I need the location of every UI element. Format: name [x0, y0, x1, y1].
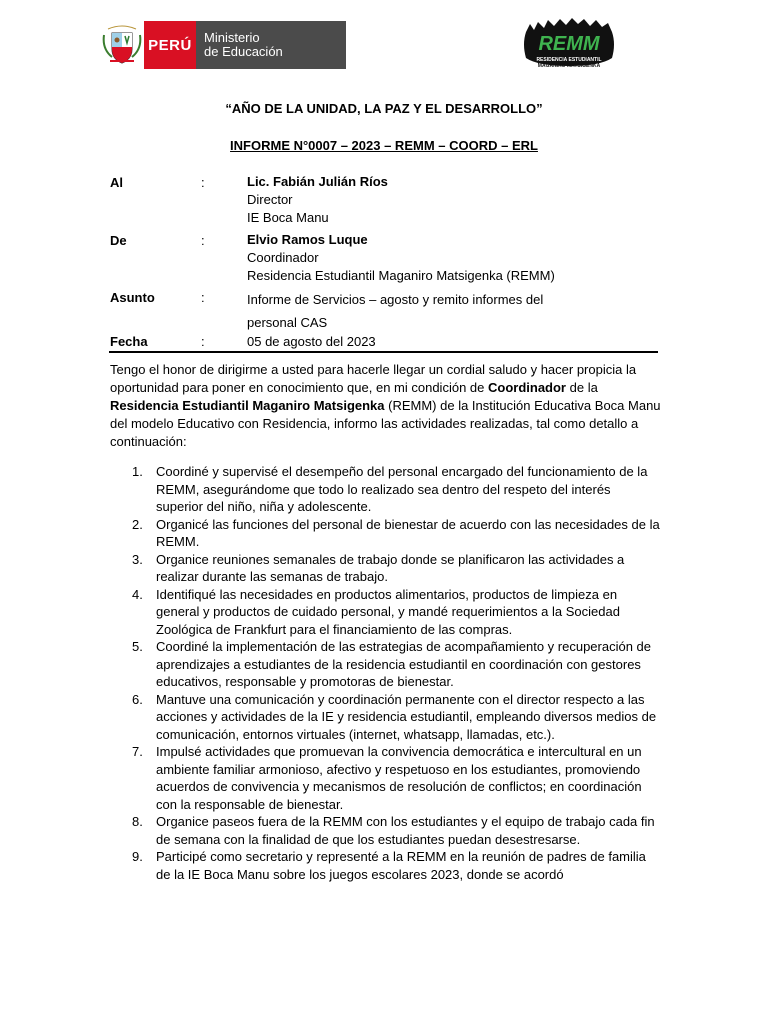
list-item [110, 743, 660, 813]
intro-paragraph [110, 361, 662, 451]
from-label: De [110, 233, 127, 248]
list-item [110, 813, 660, 848]
list-text: Participé como secretario y representé a la REMM en la reunión de padres de familia de la IE Boca Manu sobre los juegos escolares 2023, donde se acordó [156, 849, 646, 882]
list-text: Mantuve una comunicación y coordinación permanente con el director respecto a las acciones y actividades de la IE y residencia estudiantil, empleando diversos medios de comunicación, entornos virtuales (internet, whatsapp, llamadas, etc.). [156, 691, 657, 742]
peru-label: PERÚ [144, 21, 196, 69]
peru-coat-of-arms-icon [100, 21, 144, 69]
list-item [110, 638, 660, 691]
list-number: 3. [132, 551, 143, 567]
list-item [110, 848, 660, 883]
to-org: IE Boca Manu [247, 210, 329, 225]
ministry-line-2: de Educación [204, 44, 283, 59]
year-motto: “AÑO DE LA UNIDAD, LA PAZ Y EL DESARROLLO” [225, 101, 543, 116]
list-item [110, 586, 660, 639]
list-text: Identifiqué las necesidades en productos alimentarios, productos de limpieza en general y productos de cuidado personal, y mandé requerimientos a la Sociedad Zoológica de Frankfurt para el financiamiento de las compras. [156, 586, 620, 637]
remm-logo-sub-2: MAGANIRO MATSIGENKA [537, 63, 601, 69]
subject-colon: : [201, 290, 205, 305]
intro-bold-role: Coordinador [488, 380, 566, 395]
remm-logo [520, 14, 618, 76]
list-number: 4. [132, 586, 143, 602]
to-colon: : [201, 175, 205, 190]
list-number: 9. [132, 849, 143, 864]
ministry-line-1: Ministerio [204, 30, 260, 45]
list-text: Coordiné la implementación de las estrategias de acompañamiento y recuperación de aprendizajes a estudiantes de la residencia estudiantil en coordinación con gestores educativos, responsable y promotoras de bienestar. [156, 639, 652, 689]
subject-line-1: Informe de Servicios – agosto y remito informes del [247, 292, 544, 307]
list-number: 2. [132, 516, 143, 532]
subject-line-2: personal CAS [247, 315, 328, 330]
to-value [247, 173, 597, 227]
list-number: 8. [132, 814, 143, 829]
subject-value [247, 288, 597, 334]
report-title: INFORME N°0007 – 2023 – REMM – COORD – ERL [230, 138, 538, 153]
from-colon: : [201, 233, 205, 248]
ministry-name [196, 21, 346, 69]
list-item [110, 463, 660, 516]
list-text: Impulsé actividades que promuevan la convivencia democrática e intercultural en un ambiente familiar armonioso, afectivo y respetuoso en los estudiantes, promoviendo acuerdos de convivencia y mecanismos de resolución de conflictos; en coordinación con la responsable de bienestar. [156, 744, 642, 812]
date-colon: : [201, 334, 205, 349]
remm-logo-sub-1: RESIDENCIA ESTUDIANTIL [536, 57, 602, 63]
list-number: 5. [132, 639, 143, 654]
date-value: 05 de agosto del 2023 [247, 334, 376, 349]
subject-label: Asunto [110, 290, 155, 305]
list-number: 7. [132, 744, 143, 759]
to-role: Director [247, 192, 293, 207]
intro-text-3: (REMM) de la Institución Educativa Boca Manu del modelo Educativo con Residencia, informo las actividades realizadas, tal como detallo a continuación: [110, 398, 661, 449]
list-item [110, 691, 660, 744]
intro-text-2: de la [569, 380, 598, 395]
list-text: Organice paseos fuera de la REMM con los estudiantes y el equipo de trabajo cada fin de semana con la finalidad de que los estudiantes puedan desestresarse. [156, 814, 655, 847]
list-number: 1. [132, 464, 143, 479]
date-label: Fecha [110, 334, 148, 349]
list-number: 6. [132, 691, 143, 707]
to-name: Lic. Fabián Julián Ríos [247, 174, 388, 189]
list-text: Coordiné y supervisé el desempeño del personal encargado del funcionamiento de la REMM, asegurándome que todo lo realizado sea dentro del respeto del interés superior del niño, niña y adolescente. [156, 464, 648, 514]
list-item [110, 516, 660, 551]
list-text: Organice reuniones semanales de trabajo donde se planificaron las actividades a realizar durante las semanas de trabajo. [156, 551, 625, 584]
list-item [110, 551, 660, 586]
remm-logo-text: REMM [538, 33, 600, 55]
intro-bold-residence: Residencia Estudiantil Maganiro Matsigenka [110, 398, 385, 413]
list-text: Organicé las funciones del personal de bienestar de acuerdo con las necesidades de la REMM. [156, 516, 660, 549]
to-label: Al [110, 175, 123, 190]
activities-list [110, 463, 660, 883]
from-value [247, 231, 597, 285]
from-name: Elvio Ramos Luque [247, 232, 368, 247]
intro-text-1: Tengo el honor de dirigirme a usted para hacerle llegar un cordial saludo y hacer propicia la oportunidad para poner en conocimiento que, en mi condición de [110, 362, 637, 395]
from-org: Residencia Estudiantil Maganiro Matsigenka (REMM) [247, 268, 555, 283]
from-role: Coordinador [247, 250, 319, 265]
ministry-logo [100, 21, 346, 69]
header-divider [109, 351, 658, 353]
